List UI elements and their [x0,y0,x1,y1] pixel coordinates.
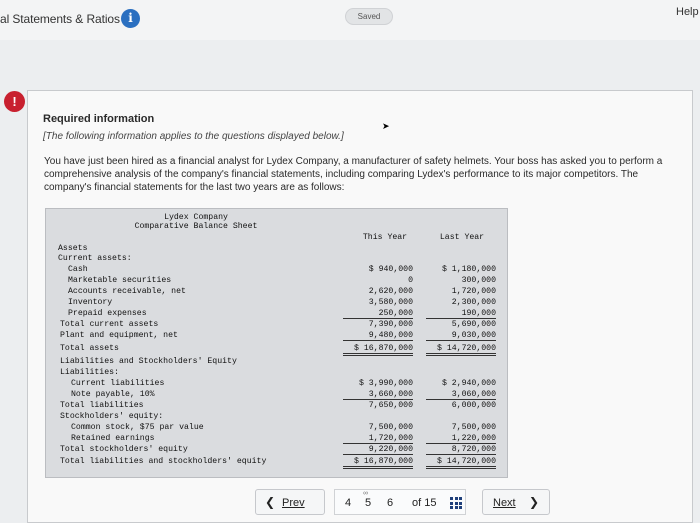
info-icon[interactable]: i [121,9,140,28]
table-row: Liabilities and Stockholders' Equity [60,357,237,366]
balance-sheet-table [45,208,508,478]
next-button[interactable] [482,489,550,515]
page-link-current[interactable]: 5 [365,497,372,509]
statement-title: Comparative Balance Sheet [134,222,258,231]
table-row: Marketable securities 0 300,000 [68,276,496,285]
table-row: Total liabilities and stockholders' equity $ 16,870,000 $ 14,720,000 [46,457,509,467]
col-header-last-year: Last Year [439,233,485,242]
page-link[interactable]: 6 [387,497,394,509]
table-row: Note payable, 10% 3,660,000 3,060,000 [71,390,496,399]
table-row: Cash $ 940,000 $ 1,180,000 [68,265,496,274]
help-link[interactable]: Help [676,6,699,18]
required-info-title: Required information [43,113,155,125]
saved-status-badge: Saved [345,8,393,25]
table-row: Prepaid expenses 250,000 190,000 [68,309,496,318]
mouse-cursor-icon: ➤ [382,121,390,131]
col-header-this-year: This Year [362,233,408,242]
page-link[interactable]: 4 [345,497,352,509]
table-row: Total current assets 7,390,000 5,690,000 [60,320,496,329]
chevron-left-icon: ❮ [265,495,276,509]
required-info-note: [The following information applies to the questions displayed below.] [43,131,344,142]
chevron-right-icon: ❯ [529,495,540,509]
grid-icon[interactable] [450,497,462,509]
app-title: al Statements & Ratios [0,12,120,26]
table-row: Plant and equipment, net 9,480,000 9,030,000 [60,331,496,340]
table-row: Assets [58,244,88,253]
table-row: Current liabilities $ 3,990,000 $ 2,940,000 [71,379,496,388]
company-name: Lydex Company [164,213,228,222]
table-row: Retained earnings 1,720,000 1,220,000 [71,434,496,443]
table-row: Current assets: [58,254,132,263]
top-bar [0,0,700,40]
table-row: Stockholders' equity: [60,412,164,421]
table-row: Liabilities: [60,368,119,377]
next-label: Next [493,497,516,509]
alert-icon: ! [4,91,25,112]
table-row: Total assets $ 16,870,000 $ 14,720,000 [46,344,509,354]
table-row: Accounts receivable, net 2,620,000 1,720,000 [68,287,496,296]
page-count: of 15 [412,497,437,509]
page-navigator [334,489,466,515]
link-icon: ∞ [363,490,368,497]
prev-button[interactable] [255,489,325,515]
table-row: Inventory 3,580,000 2,300,000 [68,298,496,307]
question-body-text: You have just been hired as a financial analyst for Lydex Company, a manufacturer of safety helmets. Your boss has asked you to perform a comprehensive analysis of the company's financial statements, including comparing Lydex's performance to its major competitors. The company's financial statements for the last two years are as follows: [44,156,663,193]
table-row: Total liabilities 7,650,000 6,000,000 [60,401,496,410]
table-row: Total stockholders' equity 9,220,000 8,720,000 [60,445,496,454]
table-row: Common stock, $75 par value 7,500,000 7,500,000 [71,423,496,432]
prev-label: Prev [282,497,305,509]
